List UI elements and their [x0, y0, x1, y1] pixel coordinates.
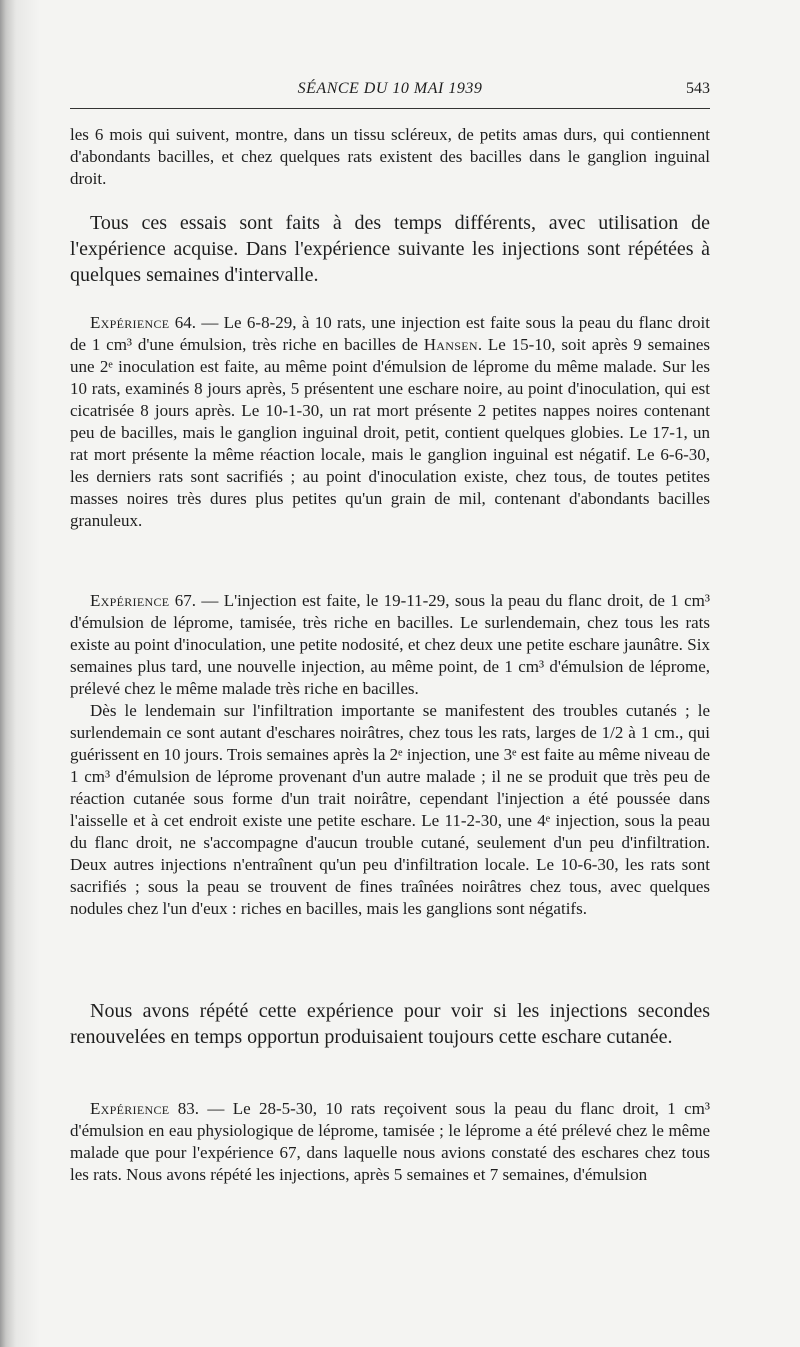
author-name: Hansen [423, 335, 478, 354]
paragraph-text: Tous ces essais sont faits à des temps différents, avec utilisation de l'expérience acquise. Dans l'expérience suivante les injections sont répétées à quelques semaines d'intervalle. [70, 212, 710, 286]
paragraph-text: Dès le lendemain sur l'infiltration importante se manifestent des troubles cutanés ; le surlendemain ce sont autant d'eschares noirâtres, chez tous les rats, larges de 1/2 à 1 cm., qui guérissent en 10 jours. Trois semaines après la 2ᵉ injection, une 3ᵉ est faite au même niveau de 1 cm³ d'émulsion de léprome provenant d'un autre malade ; il ne se produit que très peu de réaction cutanée sous forme d'un trait noirâtre, cependant l'injection a été poussée dans l'aisselle et à cet endroit existe une petite eschare. Le 11-2-30, une 4ᵉ injection, sous la peau du flanc droit, ne s'accompagne d'aucun trouble cutané, seulement d'un peu d'infiltration. Deux autres injections n'entraînent qu'un peu d'infiltration locale. Le 10-6-30, les rats sont sacrifiés ; sous la peau se trouvent de fines traînées noirâtres chez tous, avec quelques nodules chez l'un d'eux : riches en bacilles, mais les ganglions sont négatifs. [70, 701, 710, 918]
paragraph-text [70, 1098, 710, 1186]
experiment-number: 64. — [169, 313, 224, 332]
paragraph-text-part: Le 6-8-29, à 10 rats, une injection est faite sous la peau du flanc droit de 1 cm³ d'une émulsion, très riche en bacilles de [70, 313, 710, 354]
experiment-67 [70, 590, 710, 920]
experiment-number: 67. — [169, 591, 224, 610]
paragraph-text: Nous avons répété cette expérience pour voir si les injections secondes renouvelées en temps opportun produisaient toujours cette eschare cutanée. [70, 1000, 710, 1048]
paragraph-text-part: . Le 15-10, soit après 9 semaines une 2ᵉ inoculation est faite, au même point d'émulsion de léprome du même malade. Sur les 10 rats, examinés 8 jours après, 5 présentent une eschare noire, au point d'inoculation, qui est cicatrisée 8 jours après. Le 10-1-30, un rat mort présente 2 petites nappes noires contenant peu de bacilles, mais le ganglion inguinal droit, petit, contient quelques globies. Le 17-1, un rat mort présente la même réaction locale, mais le ganglion inguinal est négatif. Le 6-6-30, les derniers rats sont sacrifiés ; au point d'inoculation existe, chez tous, de toutes petites masses noires très dures plus petites qu'un grain de mil, contenant d'abondants bacilles granuleux. [70, 335, 710, 530]
page-number: 543 [686, 80, 710, 97]
paragraph-text-part: Le 28-5-30, 10 rats reçoivent sous la peau du flanc droit, 1 cm³ d'émulsion en eau physiologique de léprome, tamisée ; le léprome a été prélevé chez le même malade que pour l'expérience 67, dans laquelle nous avions constaté des eschares chez tous les rats. Nous avons répété les injections, après 5 semaines et 7 semaines, d'émulsion [70, 1099, 710, 1184]
experiment-83 [70, 1098, 710, 1186]
running-head: SÉANCE DU 10 MAI 1939 [297, 80, 483, 97]
header-rule [70, 108, 710, 109]
paragraph-text [70, 312, 710, 532]
paragraph-text [70, 590, 710, 700]
experiment-label: Expérience [90, 1099, 170, 1118]
paragraph-summary-2 [70, 998, 710, 1050]
experiment-label: Expérience [90, 591, 170, 610]
paragraph-text-part: L'injection est faite, le 19-11-29, sous la peau du flanc droit, de 1 cm³ d'émulsion de léprome, tamisée, très riche en bacilles. Le surlendemain, chez tous les rats existe au point d'inoculation, une petite nodosité, et chez deux une petite eschare jaunâtre. Six semaines plus tard, une nouvelle injection, au même point, de 1 cm³ d'émulsion de léprome, prélevé chez le même malade très riche en bacilles. [70, 591, 711, 698]
paragraph-text: les 6 mois qui suivent, montre, dans un tissu scléreux, de petits amas durs, qui contiennent d'abondants bacilles, et chez quelques rats existent des bacilles dans le ganglion inguinal droit. [70, 125, 710, 188]
page-header [70, 80, 710, 102]
experiment-number: 83. — [169, 1099, 233, 1118]
experiment-label: Expérience [90, 313, 170, 332]
book-gutter-shadow [0, 0, 40, 1347]
paragraph-summary-1 [70, 210, 710, 288]
paragraph-continuation [70, 124, 710, 190]
experiment-64 [70, 312, 710, 532]
